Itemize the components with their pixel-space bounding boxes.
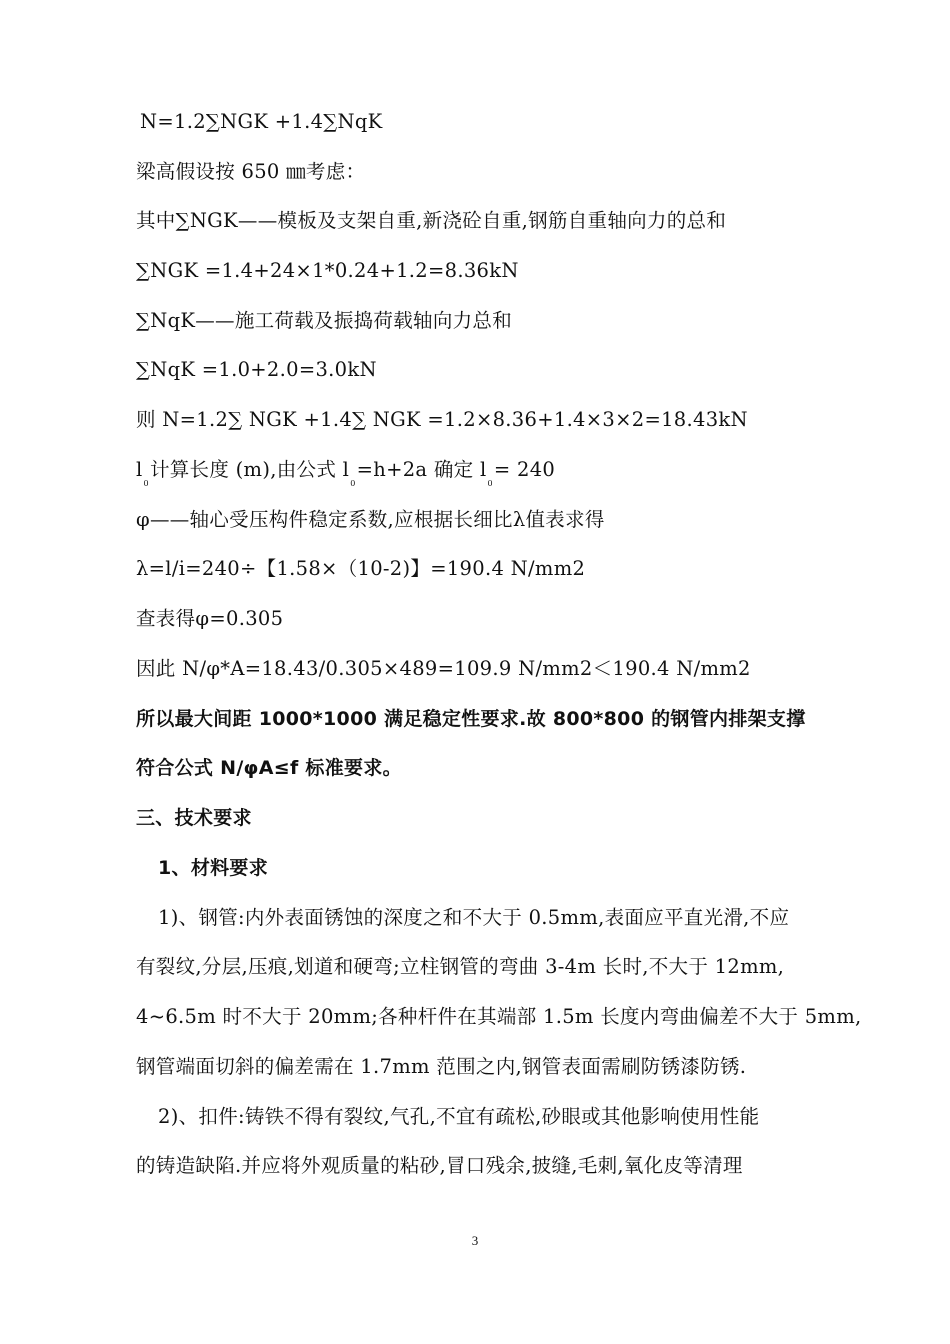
- l0-subscript: 0: [487, 479, 493, 488]
- l0-subscript: 0: [350, 479, 356, 488]
- paragraph-line: 1)、钢管:内外表面锈蚀的深度之和不大于 0.5mm,表面应平直光滑,不应: [158, 906, 790, 929]
- n-calc-line: 则 N=1.2∑ NGK +1.4∑ NGK =1.2×8.36+1.4×3×2=18.43kN: [136, 408, 748, 431]
- stress-check-line: 因此 N/φ*A=18.43/0.305×489=109.9 N/mm2＜190.4 N/mm2: [136, 657, 751, 680]
- lambda-calc-line: λ=l/i=240÷【1.58×（10-2)】=190.4 N/mm2: [136, 557, 586, 580]
- l0-subscript: 0: [143, 479, 149, 488]
- formula-line: N=1.2∑NGK +1.4∑NqK: [140, 110, 383, 133]
- l0-line: [136, 456, 555, 498]
- paragraph-line: 2)、扣件:铸铁不得有裂纹,气孔,不宜有疏松,砂眼或其他影响使用性能: [158, 1105, 760, 1128]
- subsection-heading: 1、材料要求: [158, 857, 269, 879]
- nqk-calc-line: ∑NqK =1.0+2.0=3.0kN: [136, 358, 377, 381]
- paragraph-line: 4~6.5m 时不大于 20mm;各种杆件在其端部 1.5m 长度内弯曲偏差不大于 5mm,: [136, 1005, 862, 1028]
- paragraph-line: 的铸造缺陷.并应将外观质量的粘砂,冒口残余,披缝,毛刺,氧化皮等清理: [136, 1154, 743, 1177]
- ngk-definition-line: 其中∑NGK——模板及支架自重,新浇砼自重,钢筋自重轴向力的总和: [136, 209, 727, 232]
- l0-formula: =h+2a 确定 l: [356, 458, 487, 481]
- ngk-calc-line: ∑NGK =1.4+24×1*0.24+1.2=8.36kN: [136, 259, 519, 282]
- l0-value: = 240: [493, 458, 556, 481]
- l0-symbol: l: [136, 458, 143, 481]
- phi-lookup-line: 查表得φ=0.305: [136, 607, 284, 630]
- phi-definition-line: φ——轴心受压构件稳定系数,应根据长细比λ值表求得: [136, 508, 605, 531]
- nqk-definition-line: ∑NqK——施工荷载及振捣荷载轴向力总和: [136, 309, 513, 332]
- l0-text: 计算长度 (m),由公式 l: [149, 458, 350, 481]
- page-number: 3: [471, 1233, 479, 1248]
- conclusion-line: 符合公式 N/φA≤f 标准要求。: [136, 757, 402, 779]
- beam-height-line: 梁高假设按 650 ㎜考虑：: [136, 160, 366, 183]
- paragraph-line: 钢管端面切斜的偏差需在 1.7mm 范围之内,钢管表面需刷防锈漆防锈.: [136, 1055, 747, 1078]
- section-heading: 三、技术要求: [136, 807, 252, 829]
- conclusion-line: 所以最大间距 1000*1000 满足稳定性要求.故 800*800 的钢管内排架支撑: [136, 708, 806, 730]
- paragraph-line: 有裂纹,分层,压痕,划道和硬弯;立柱钢管的弯曲 3-4m 长时,不大于 12mm,: [136, 955, 785, 978]
